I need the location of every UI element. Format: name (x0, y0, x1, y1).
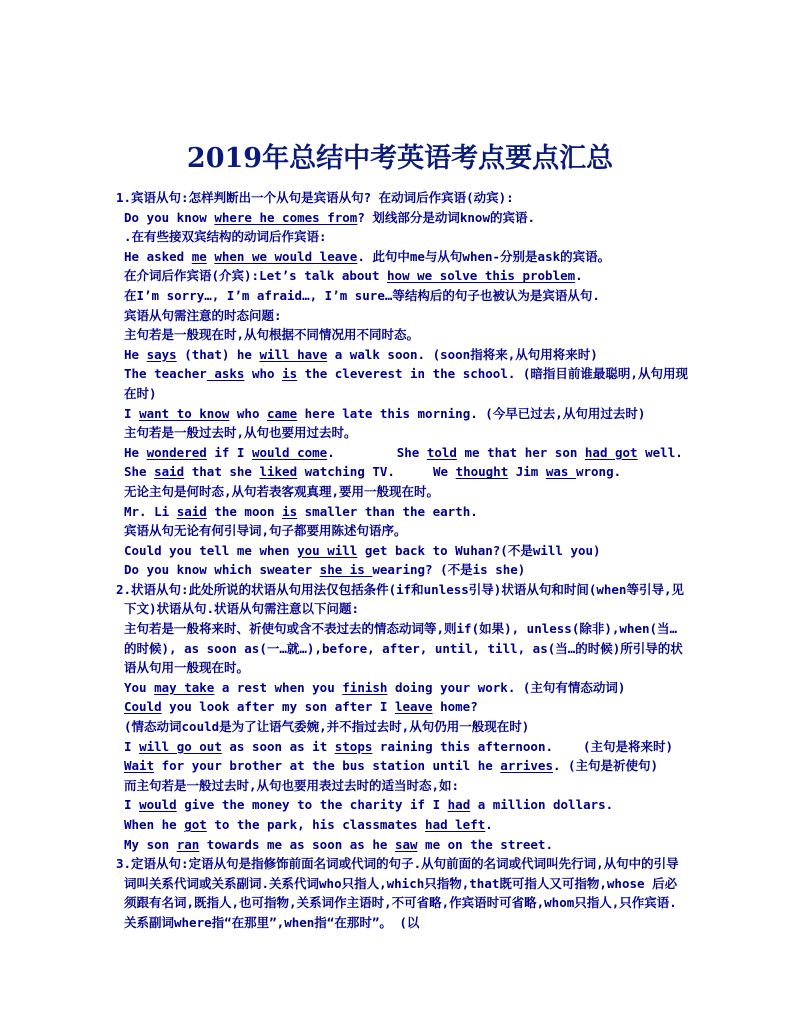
example-line: Wait for your brother at the bus station until he arrives. (主句是祈使句) (124, 758, 659, 774)
example-line: The teacher asks who is the cleverest in the school. (暗指目前谁最聪明,从句用现在时) (124, 366, 688, 401)
rule-line: 主句若是一般过去时,从句也要用过去时。 (124, 425, 357, 441)
example-line: I would give the money to the charity if I had a million dollars. (124, 797, 614, 813)
note-line: (情态动词could是为了让语气委婉,并不指过去时,从句仍用一般现在时) (124, 719, 530, 735)
section-2-heading: 2.状语从句:此处所说的状语从句用法仅包括条件(if和unless引导)状语从句和时间(when等引导,见下文)状语从句.状语从句需注意以下问题: (116, 581, 684, 617)
section-3-heading: 3.定语从句:定语从句是指修饰前面名词或代词的句子.从句前面的名词或代词叫先行词,从句中的引导词叫关系代词或关系副词.关系代词who只指人,which只指物,that既可指人又可指物,whose 后必须跟有名词,既指人,也可指物,关系词作主语时,不可省略,作宾语时可省略,whom只指人,只作宾语.关系副词where指“在那里”,when指“在那时”。 (以 (116, 856, 679, 930)
note-line: .在有些接双宾结构的动词后作宾语: (124, 229, 327, 245)
document-body (116, 188, 688, 933)
example-line: When he got to the park, his classmates had left. (124, 817, 493, 832)
example-line: My son ran towards me as soon as he saw me on the street. (124, 836, 553, 852)
example-line: Do you know where he comes from? 划线部分是动词know的宾语. (124, 209, 535, 225)
example-line: Could you tell me when you will get back to Wuhan?(不是will you) (124, 542, 601, 558)
rule-line: 宾语从句无论有何引导词,句子都要用陈述句语序。 (124, 523, 407, 539)
example-line: He asked me when we would leave. 此句中me与从句when-分别是ask的宾语。 (124, 248, 611, 264)
example-line: I want to know who came here late this morning. (今早已过去,从句用过去时) (124, 405, 646, 421)
example-line: I will go out as soon as it stops raining this afternoon. (主句是将来时) (124, 738, 674, 754)
rule-line: 而主句若是一般过去时,从句也要用表过去时的适当时态,如: (124, 777, 460, 793)
rule-line: 主句若是一般现在时,从句根据不同情况用不同时态。 (124, 327, 420, 343)
page-title: 2019年总结中考英语考点要点汇总 (186, 143, 614, 174)
section-1-heading: 1.宾语从句:怎样判断出一个从句是宾语从句? 在动词后作宾语(动宾): (116, 190, 514, 205)
example-line: He wondered if I would come. She told me that her son had got well. (124, 444, 683, 460)
subheading: 宾语从句需注意的时态问题: (124, 307, 282, 323)
example-line: Do you know which sweater she is wearing? (不是is she) (124, 562, 526, 578)
rule-line: 无论主句是何时态,从句若表客观真理,要用一般现在时。 (124, 483, 440, 499)
example-line: 在介词后作宾语(介宾):Let’s talk about how we solve this problem. (124, 268, 583, 284)
example-line: Could you look after my son after I leave home? (124, 699, 478, 715)
rule-paragraph: 主句若是一般将来时、祈使句或含不表过去的情态动词等,则if(如果), unless(除非),when(当…的时候), as soon as(一…就…),before, after, until, till, as(当…的时候)所引导的状语从句用一般现在时。 (124, 621, 683, 676)
example-line: He says (that) he will have a walk soon. (soon指将来,从句用将来时) (124, 346, 598, 362)
note-line: 在I’m sorry…, I’m afraid…, I’m sure…等结构后的句子也被认为是宾语从句. (124, 287, 600, 303)
example-line: Mr. Li said the moon is smaller than the earth. (124, 503, 478, 519)
example-line: She said that she liked watching TV. We thought Jim was wrong. (124, 464, 622, 480)
example-line: You may take a rest when you finish doing your work. (主句有情态动词) (124, 679, 626, 695)
